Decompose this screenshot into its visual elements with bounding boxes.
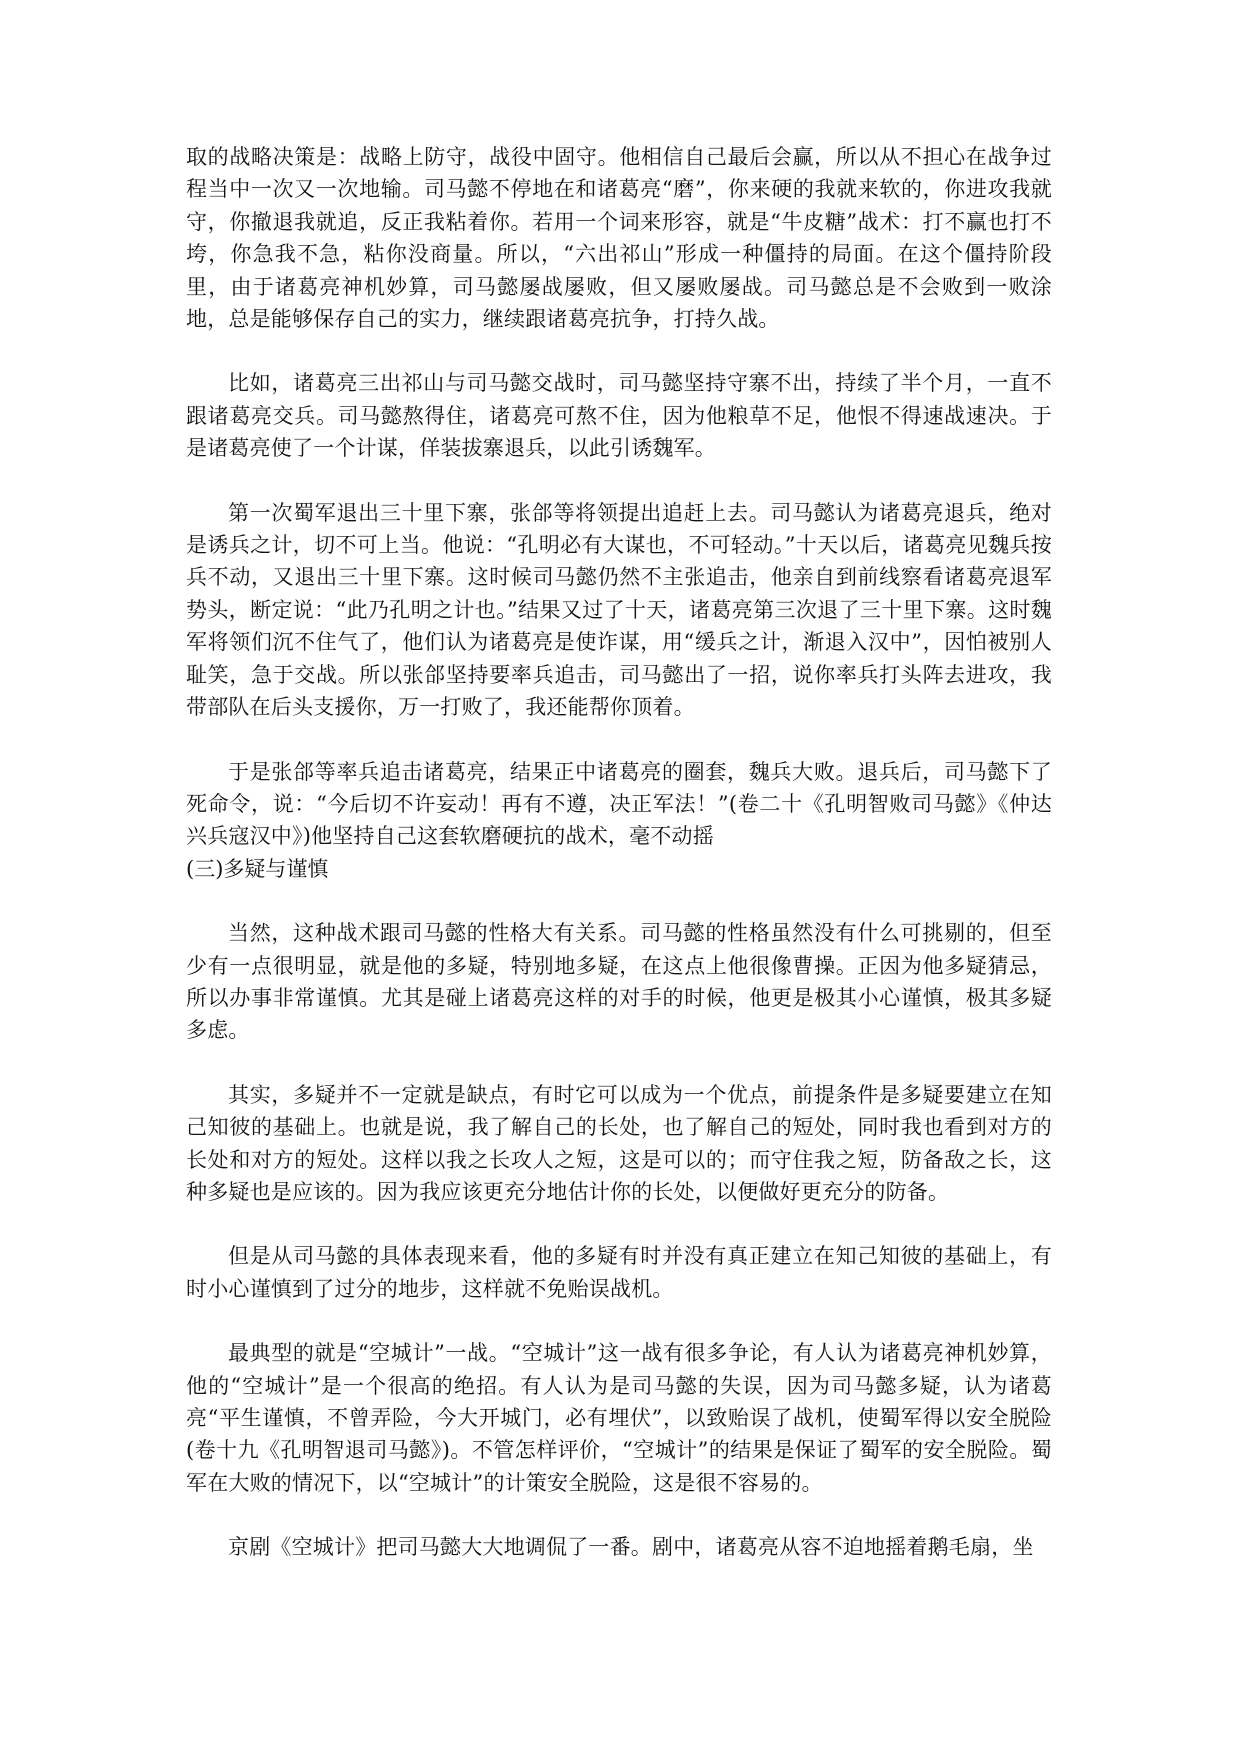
paragraph-2: 比如，诸葛亮三出祁山与司马懿交战时，司马懿坚持守寨不出，持续了半个月，一直不跟诸葛亮交兵。司马懿熬得住，诸葛亮可熬不住，因为他粮草不足，他恨不得速战速决。于是诸葛亮使了一个计谋，佯装拔寨退兵，以此引诱魏军。 [186, 371, 1052, 461]
paragraph-9: 京剧《空城计》把司马懿大大地调侃了一番。剧中，诸葛亮从容不迫地摇着鹅毛扇，坐 [228, 1535, 1034, 1560]
paragraph-8: 最典型的就是“空城计”一战。“空城计”这一战有很多争论，有人认为诸葛亮神机妙算，他的“空城计”是一个很高的绝招。有人认为是司马懿的失误，因为司马懿多疑，认为诸葛亮“平生谨慎，不曾弄险，今大开城门，必有埋伏”，以致贻误了战机，使蜀军得以安全脱险(卷十九《孔明智退司马懿》)。不管怎样评价，“空城计”的结果是保证了蜀军的安全脱险。蜀军在大败的情况下，以“空城计”的计策安全脱险，这是很不容易的。 [186, 1341, 1052, 1495]
paragraph-3: 第一次蜀军退出三十里下寨，张郃等将领提出追赶上去。司马懿认为诸葛亮退兵，绝对是诱兵之计，切不可上当。他说：“孔明必有大谋也，不可轻动。”十天以后，诸葛亮见魏兵按兵不动，又退出三十里下寨。这时候司马懿仍然不主张追击，他亲自到前线察看诸葛亮退军势头，断定说：“此乃孔明之计也。”结果又过了十天，诸葛亮第三次退了三十里下寨。这时魏军将领们沉不住气了，他们认为诸葛亮是使诈谋，用“缓兵之计，渐退入汉中”，因怕被别人耻笑，急于交战。所以张郃坚持要率兵追击，司马懿出了一招，说你率兵打头阵去进攻，我带部队在后头支援你，万一打败了，我还能帮你顶着。 [186, 500, 1052, 720]
paragraph-4: 于是张郃等率兵追击诸葛亮，结果正中诸葛亮的圈套，魏兵大败。退兵后，司马懿下了死命令，说：“今后切不许妄动！再有不遵，决正军法！”(卷二十《孔明智败司马懿》《仲达兴兵寇汉中》)他坚持自己这套软磨硬抗的战术，毫不动摇 [186, 759, 1052, 849]
paragraph-7: 但是从司马懿的具体表现来看，他的多疑有时并没有真正建立在知己知彼的基础上，有时小心谨慎到了过分的地步，这样就不免贻误战机。 [186, 1244, 1052, 1301]
paragraph-6: 其实，多疑并不一定就是缺点，有时它可以成为一个优点，前提条件是多疑要建立在知己知彼的基础上。也就是说，我了解自己的长处，也了解自己的短处，同时我也看到对方的长处和对方的短处。这样以我之长攻人之短，这是可以的；而守住我之短，防备敌之长，这种多疑也是应该的。因为我应该更充分地估计你的长处，以便做好更充分的防备。 [186, 1082, 1052, 1204]
document-body [186, 141, 1052, 1564]
paragraph-5: 当然，这种战术跟司马懿的性格大有关系。司马懿的性格虽然没有什么可挑剔的，但至少有一点很明显，就是他的多疑，特别地多疑，在这点上他很像曹操。正因为他多疑猜忌，所以办事非常谨慎。尤其是碰上诸葛亮这样的对手的时候，他更是极其小心谨慎，极其多疑多虑。 [186, 921, 1052, 1043]
paragraph-1: 取的战略决策是：战略上防守，战役中固守。他相信自己最后会赢，所以从不担心在战争过程当中一次又一次地输。司马懿不停地在和诸葛亮“磨”，你来硬的我就来软的，你进攻我就守，你撤退我就追，反正我粘着你。若用一个词来形容，就是“牛皮糖”战术：打不赢也打不垮，你急我不急，粘你没商量。所以，“六出祁山”形成一种僵持的局面。在这个僵持阶段里，由于诸葛亮神机妙算，司马懿屡战屡败，但又屡败屡战。司马懿总是不会败到一败涂地，总是能够保存自己的实力，继续跟诸葛亮抗争，打持久战。 [186, 145, 1052, 332]
section-heading: (三)多疑与谨慎 [186, 856, 329, 881]
